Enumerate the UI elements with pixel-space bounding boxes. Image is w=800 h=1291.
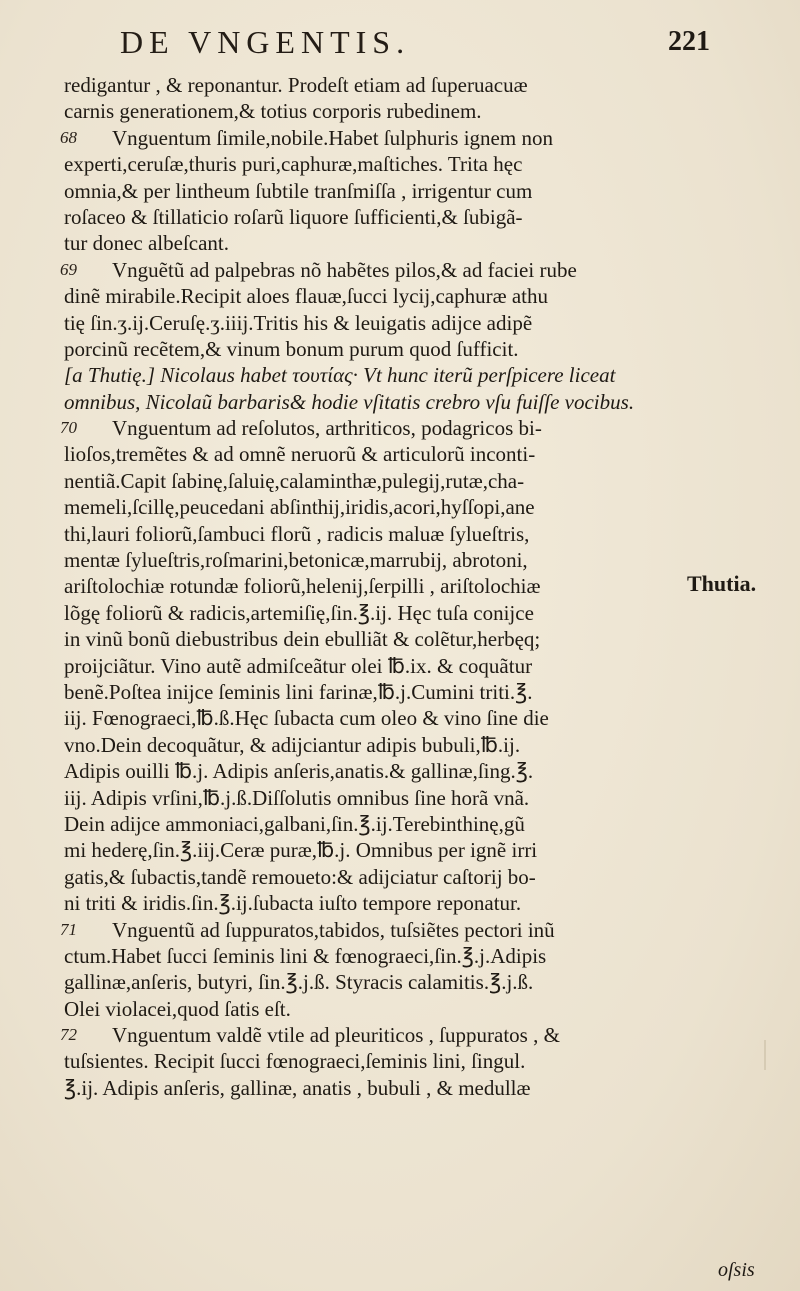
text-line bbox=[60, 362, 680, 388]
text-line bbox=[60, 917, 680, 943]
line-text: redigantur , & reponantur. Prodeſt etiam ad ſuperuacuæ bbox=[64, 73, 528, 97]
line-text: iij. Adipis vrſini,℔.j.ß.Diſſolutis omnibus ſine horã vnã. bbox=[64, 785, 530, 810]
text-line bbox=[60, 943, 680, 969]
text-line bbox=[60, 204, 680, 230]
line-text: lioſos,tremẽtes & ad omnẽ neruorũ & articulorũ inconti- bbox=[64, 442, 536, 467]
text-line bbox=[60, 547, 680, 573]
line-text: omnibus, Nicolaũ barbaris& hodie vſitatis crebro vſu fuiſſe vocibus. bbox=[64, 389, 635, 414]
text-line bbox=[60, 653, 680, 679]
text-line bbox=[60, 600, 680, 626]
paper-mark bbox=[764, 1040, 766, 1070]
text-line bbox=[60, 151, 680, 177]
line-text: dinẽ mirabile.Recipit aloes flauæ,ſucci lycij,caphuræ athu bbox=[64, 284, 549, 309]
line-text: memeli,ſcillę,peucedani abſinthij,iridis,acori,hyſſopi,ane bbox=[64, 495, 535, 520]
text-line bbox=[60, 1075, 680, 1101]
line-text: mentæ ſylueſtris,roſmarini,betonicæ,marrubij, abrotoni, bbox=[64, 548, 528, 573]
line-text: ariſtolochiæ rotundæ foliorũ,helenij,ſerpilli , ariſtolochiæ bbox=[64, 574, 541, 599]
text-line bbox=[60, 283, 680, 309]
text-line bbox=[60, 178, 680, 204]
line-text: nentiã.Capit ſabinę,ſaluię,calaminthæ,pulegij,rutæ,cha- bbox=[64, 468, 525, 493]
line-text: Vnguentum ad reſolutos, arthriticos, podagricos bi- bbox=[112, 416, 542, 441]
line-text: lõgę foliorũ & radicis,artemiſię,ſin.℥.ij. Hęc tuſa conijce bbox=[64, 600, 534, 625]
text-line bbox=[60, 336, 680, 362]
paragraph-number: 71 bbox=[60, 919, 77, 939]
line-text: tię ſin.ʒ.ij.Ceruſę.ʒ.iiij.Tritis his & leuigatis adijce adipẽ bbox=[64, 310, 533, 335]
line-text: gallinæ,anſeris, butyri, ſin.℥.j.ß. Styracis calamitis.℥.j.ß. bbox=[64, 970, 534, 995]
text-line bbox=[60, 705, 680, 731]
text-line bbox=[60, 230, 680, 256]
line-text: Olei violacei,quod ſatis eſt. bbox=[64, 996, 291, 1021]
line-text: ℥.ij. Adipis anſeris, gallinæ, anatis , bubuli , & medullæ bbox=[64, 1075, 531, 1100]
line-text: roſaceo & ſtillaticio roſarũ liquore ſufficienti,& ſubigã- bbox=[64, 204, 523, 229]
line-text: omnia,& per lintheum ſubtile tranſmiſſa , irrigentur cum bbox=[64, 178, 533, 203]
line-text: ni triti & iridis.ſin.℥.ij.ſubacta iuſto tempore reponatur. bbox=[64, 891, 522, 916]
line-text: gatis,& ſubactis,tandẽ remoueto:& adijciatur caſtorij bo- bbox=[64, 864, 536, 889]
text-line bbox=[60, 890, 680, 916]
text-line bbox=[60, 310, 680, 336]
text-line bbox=[60, 811, 680, 837]
line-text: experti,ceruſæ,thuris puri,caphuræ,maſtiches. Trita hęc bbox=[64, 152, 523, 177]
paragraph-number: 72 bbox=[60, 1025, 77, 1045]
text-line bbox=[60, 389, 680, 415]
paragraph-number: 69 bbox=[60, 259, 77, 279]
text-line bbox=[60, 996, 680, 1022]
line-text: Dein adijce ammoniaci,galbani,ſin.℥.ij.Terebinthinę,gũ bbox=[64, 811, 525, 836]
page-number: 221 bbox=[668, 26, 710, 57]
line-text: thi,lauri foliorũ,ſambuci florũ , radicis maluæ ſylueſtris, bbox=[64, 521, 530, 546]
line-text: porcinũ recẽtem,& vinum bonum purum quod ſufficit. bbox=[64, 336, 519, 361]
line-text: mi hederę,ſin.℥.iij.Ceræ puræ,℔.j. Omnibus per ignẽ irri bbox=[64, 838, 538, 863]
text-line bbox=[60, 98, 680, 124]
text-line bbox=[60, 573, 680, 599]
line-text: [a Thutię.] Nicolaus habet τουτίας· Vt hunc iterũ perſpicere liceat bbox=[64, 363, 616, 388]
text-line bbox=[60, 1022, 680, 1048]
line-text: Adipis ouilli ℔.j. Adipis anſeris,anatis.& gallinæ,ſing.℥. bbox=[64, 759, 534, 784]
line-text: ctum.Habet ſucci ſeminis lini & fœnograeci,ſin.℥.j.Adipis bbox=[64, 943, 547, 968]
text-line bbox=[60, 679, 680, 705]
line-text: benẽ.Poſtea inijce ſeminis lini farinæ,℔.j.Cumini triti.℥. bbox=[64, 679, 533, 704]
line-text: Vnguentum ſimile,nobile.Habet ſulphuris ignem non bbox=[112, 125, 553, 150]
text-line bbox=[60, 837, 680, 863]
text-line bbox=[60, 758, 680, 784]
catchword: oſsis bbox=[718, 1259, 755, 1281]
line-text: iij. Fœnograeci,℔.ß.Hęc ſubacta cum oleo & vino ſine die bbox=[64, 706, 549, 731]
text-line bbox=[60, 1048, 680, 1074]
text-body bbox=[60, 72, 680, 1101]
line-text: carnis generationem,& totius corporis rubedinem. bbox=[64, 99, 482, 124]
line-text: proijciãtur. Vino autẽ admiſceãtur olei ℔.ix. & coquãtur bbox=[64, 653, 533, 678]
text-line bbox=[60, 626, 680, 652]
text-line bbox=[60, 415, 680, 441]
text-line bbox=[60, 785, 680, 811]
page-header bbox=[120, 24, 710, 64]
text-line bbox=[60, 521, 680, 547]
line-text: tuſsientes. Recipit ſucci fœnograeci,ſeminis lini, ſingul. bbox=[64, 1049, 526, 1074]
text-line bbox=[60, 732, 680, 758]
line-text: Vnguẽtũ ad palpebras nõ habẽtes pilos,& ad faciei rube bbox=[112, 257, 577, 282]
line-text: in vinũ bonũ diebustribus dein ebulliãt & colẽtur,herbęq; bbox=[64, 627, 541, 652]
paragraph-number: 68 bbox=[60, 127, 77, 147]
text-line bbox=[60, 125, 680, 151]
margin-note: Thutia. bbox=[687, 571, 757, 596]
running-head: DE VNGENTIS. bbox=[120, 24, 411, 60]
text-line bbox=[60, 969, 680, 995]
paragraph-number: 70 bbox=[60, 418, 77, 438]
line-text: Vnguentũ ad ſuppuratos,tabidos, tuſsiẽtes pectori inũ bbox=[112, 917, 555, 942]
text-line bbox=[60, 72, 680, 98]
line-text: Vnguentum valdẽ vtile ad pleuriticos , ſuppuratos , & bbox=[112, 1023, 560, 1048]
text-line bbox=[60, 257, 680, 283]
text-line bbox=[60, 494, 680, 520]
text-line bbox=[60, 864, 680, 890]
text-line bbox=[60, 468, 680, 494]
line-text: vno.Dein decoquãtur, & adijciantur adipis bubuli,℔.ij. bbox=[64, 732, 521, 757]
text-line bbox=[60, 441, 680, 467]
line-text: tur donec albeſcant. bbox=[64, 231, 230, 256]
